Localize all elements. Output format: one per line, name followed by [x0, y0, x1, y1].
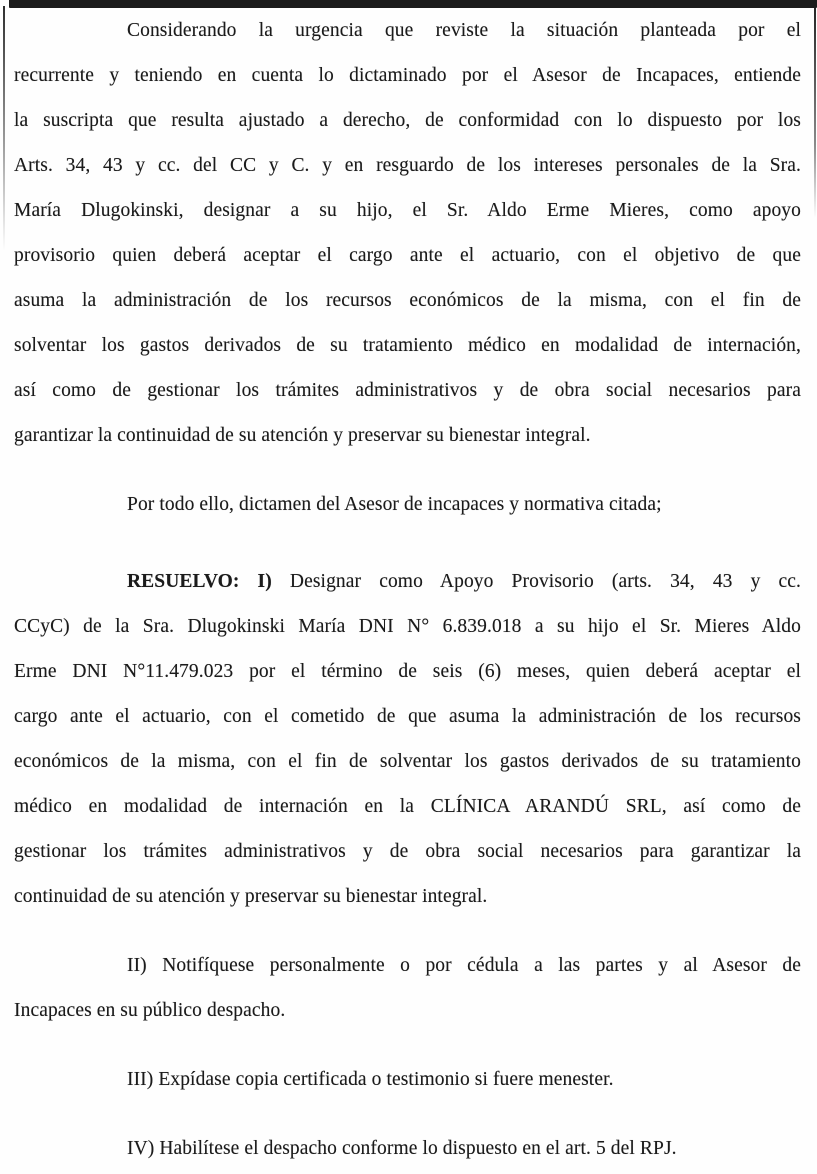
paragraph-punto-iii [14, 1057, 801, 1102]
text-line: asuma la administración de los recursos económicos de la misma, con el fin de [14, 290, 801, 311]
text-line: así como de gestionar los trámites administrativos y de obra social necesarios para [14, 380, 801, 401]
text-line: cargo ante el actuario, con el cometido de que asuma la administración de los recursos [14, 706, 801, 727]
text-line: IV) Habilítese el despacho conforme lo dispuesto en el art. 5 del RPJ. [127, 1138, 677, 1159]
text-line [14, 559, 801, 604]
text-line: Incapaces en su público despacho. [14, 1000, 286, 1021]
text-line: recurrente y teniendo en cuenta lo dictaminado por el Asesor de Incapaces, entiende [14, 65, 801, 86]
text-run: Designar como Apoyo Provisorio (arts. 34, 43 y cc. [271, 571, 802, 592]
text-line: gestionar los trámites administrativos y de obra social necesarios para garantizar la [14, 841, 801, 862]
paragraph-resuelvo-i [14, 559, 801, 919]
text-line: la suscripta que resulta ajustado a derecho, de conformidad con lo dispuesto por los [14, 110, 801, 131]
text-line: médico en modalidad de internación en la CLÍNICA ARANDÚ SRL, así como de [14, 796, 801, 817]
scan-left-edge-artifact [3, 6, 5, 251]
text-line: solventar los gastos derivados de su tratamiento médico en modalidad de internación, [14, 335, 801, 356]
text-line: María Dlugokinski, designar a su hijo, el Sr. Aldo Erme Mieres, como apoyo [14, 200, 801, 221]
text-line: económicos de la misma, con el fin de solventar los gastos derivados de su tratamiento [14, 751, 801, 772]
text-line: garantizar la continuidad de su atención y preservar su bienestar integral. [14, 425, 591, 446]
paragraph-considerando [14, 8, 801, 458]
text-line: Arts. 34, 43 y cc. del CC y C. y en resguardo de los intereses personales de la Sra. [14, 155, 801, 176]
bold-run: RESUELVO: I) [127, 571, 272, 592]
text-line: Considerando la urgencia que reviste la situación planteada por el [127, 20, 801, 41]
text-line: CCyC) de la Sra. Dlugokinski María DNI N° 6.839.018 a su hijo el Sr. Mieres Aldo [14, 616, 801, 637]
paragraph-punto-ii [14, 943, 801, 1033]
text-line: provisorio quien deberá aceptar el cargo ante el actuario, con el objetivo de que [14, 245, 801, 266]
document-body [14, 8, 801, 1171]
text-line: III) Expídase copia certificada o testimonio si fuere menester. [127, 1069, 614, 1090]
paragraph-punto-iv [14, 1126, 801, 1171]
text-line: Por todo ello, dictamen del Asesor de incapaces y normativa citada; [127, 494, 662, 515]
text-line: Erme DNI N°11.479.023 por el término de seis (6) meses, quien deberá aceptar el [14, 661, 801, 682]
text-line: II) Notifíquese personalmente o por cédula a las partes y al Asesor de [127, 955, 801, 976]
scan-right-edge-artifact [814, 8, 816, 218]
scan-top-edge-artifact [9, 0, 817, 8]
text-line: continuidad de su atención y preservar su bienestar integral. [14, 886, 488, 907]
paragraph-por-todo-ello [14, 482, 801, 527]
